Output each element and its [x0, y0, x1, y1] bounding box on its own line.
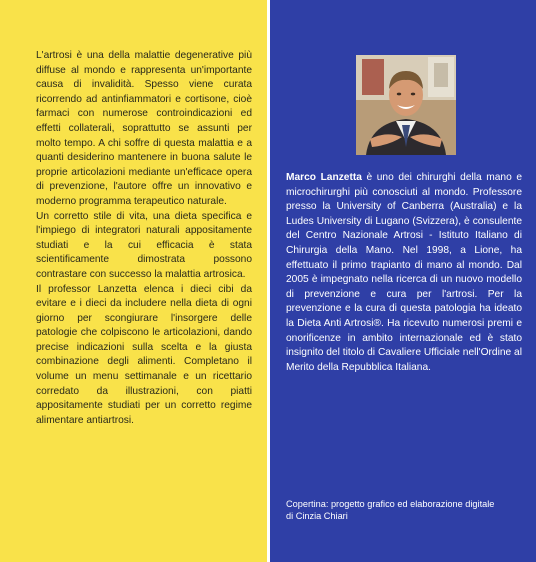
author-photo — [356, 55, 456, 155]
description-paragraph: Il professor Lanzetta elenca i dieci cibi da evitare e i dieci da includere nella dieta di ogni giorno per scongiurare l'insorgere delle patologie che colpiscono le articolazioni, dando precise indicazioni sulla scelta e la giusta combinazione degli alimenti. Completano il volume un menu settimanale e un ricettario corredato da illustrazioni, con piatti appositamente studiati per un corretto regime alimentare antiartrosi. — [36, 283, 252, 426]
description-paragraph: L'artrosi è una della malattie degenerative più diffuse al mondo e rappresenta un'importante causa di invalidità. Spesso viene curata ricorrendo ad antinfiammatori e cortisone, cioè farmaci con numerose controindicazioni ed effetti collaterali, soprattutto se assunti per molto tempo. A chi soffre di questa malattia e a quanti desiderino mantenere in buona salute le proprie articolazioni mediante un'efficace opera di prevenzione, l'autore offre un innovativo e moderno programma terapeutico naturale. — [36, 50, 252, 207]
author-name: Marco Lanzetta — [286, 172, 362, 183]
cover-credit — [286, 498, 522, 523]
description-paragraph: Un corretto stile di vita, una dieta specifica e l'impiego di integratori naturali appositamente studiati e la cui efficacia è stata scientificamente dimostrata possono contrastare con successo la malattia artrosica. — [36, 210, 252, 280]
book-description — [36, 49, 252, 428]
author-biography — [286, 171, 522, 375]
credit-line: di Cinzia Chiari — [286, 511, 348, 522]
author-bio-text: è uno dei chirurghi della mano e microchirurghi più conosciuti al mondo. Professore presso la University of Canberra (Australia) e la Ludes University di Lugano (Svizzera), è consulente del Centro Nazionale Artrosi - Istituto Italiano di Chirurgia della Mano. Nel 1998, a Lione, ha effettuato il primo trapianto di mano al mondo. Dal 2005 è impegnato nella ricerca di un nuovo modello di prevenzione e cura per l'artrosi. Per la prevenzione e la cura di questa patologia ha ideato la Dieta Anti Artrosi®. Ha ricevuto numerosi premi e onorificenze in ambito internazionale ed è stato insignito del titolo di Cavaliere Ufficiale nell'Ordine al Merito della Repubblica Italiana. — [286, 172, 522, 373]
author-portrait-image — [356, 55, 456, 155]
credit-line: Copertina: progetto grafico ed elaborazione digitale — [286, 499, 495, 509]
